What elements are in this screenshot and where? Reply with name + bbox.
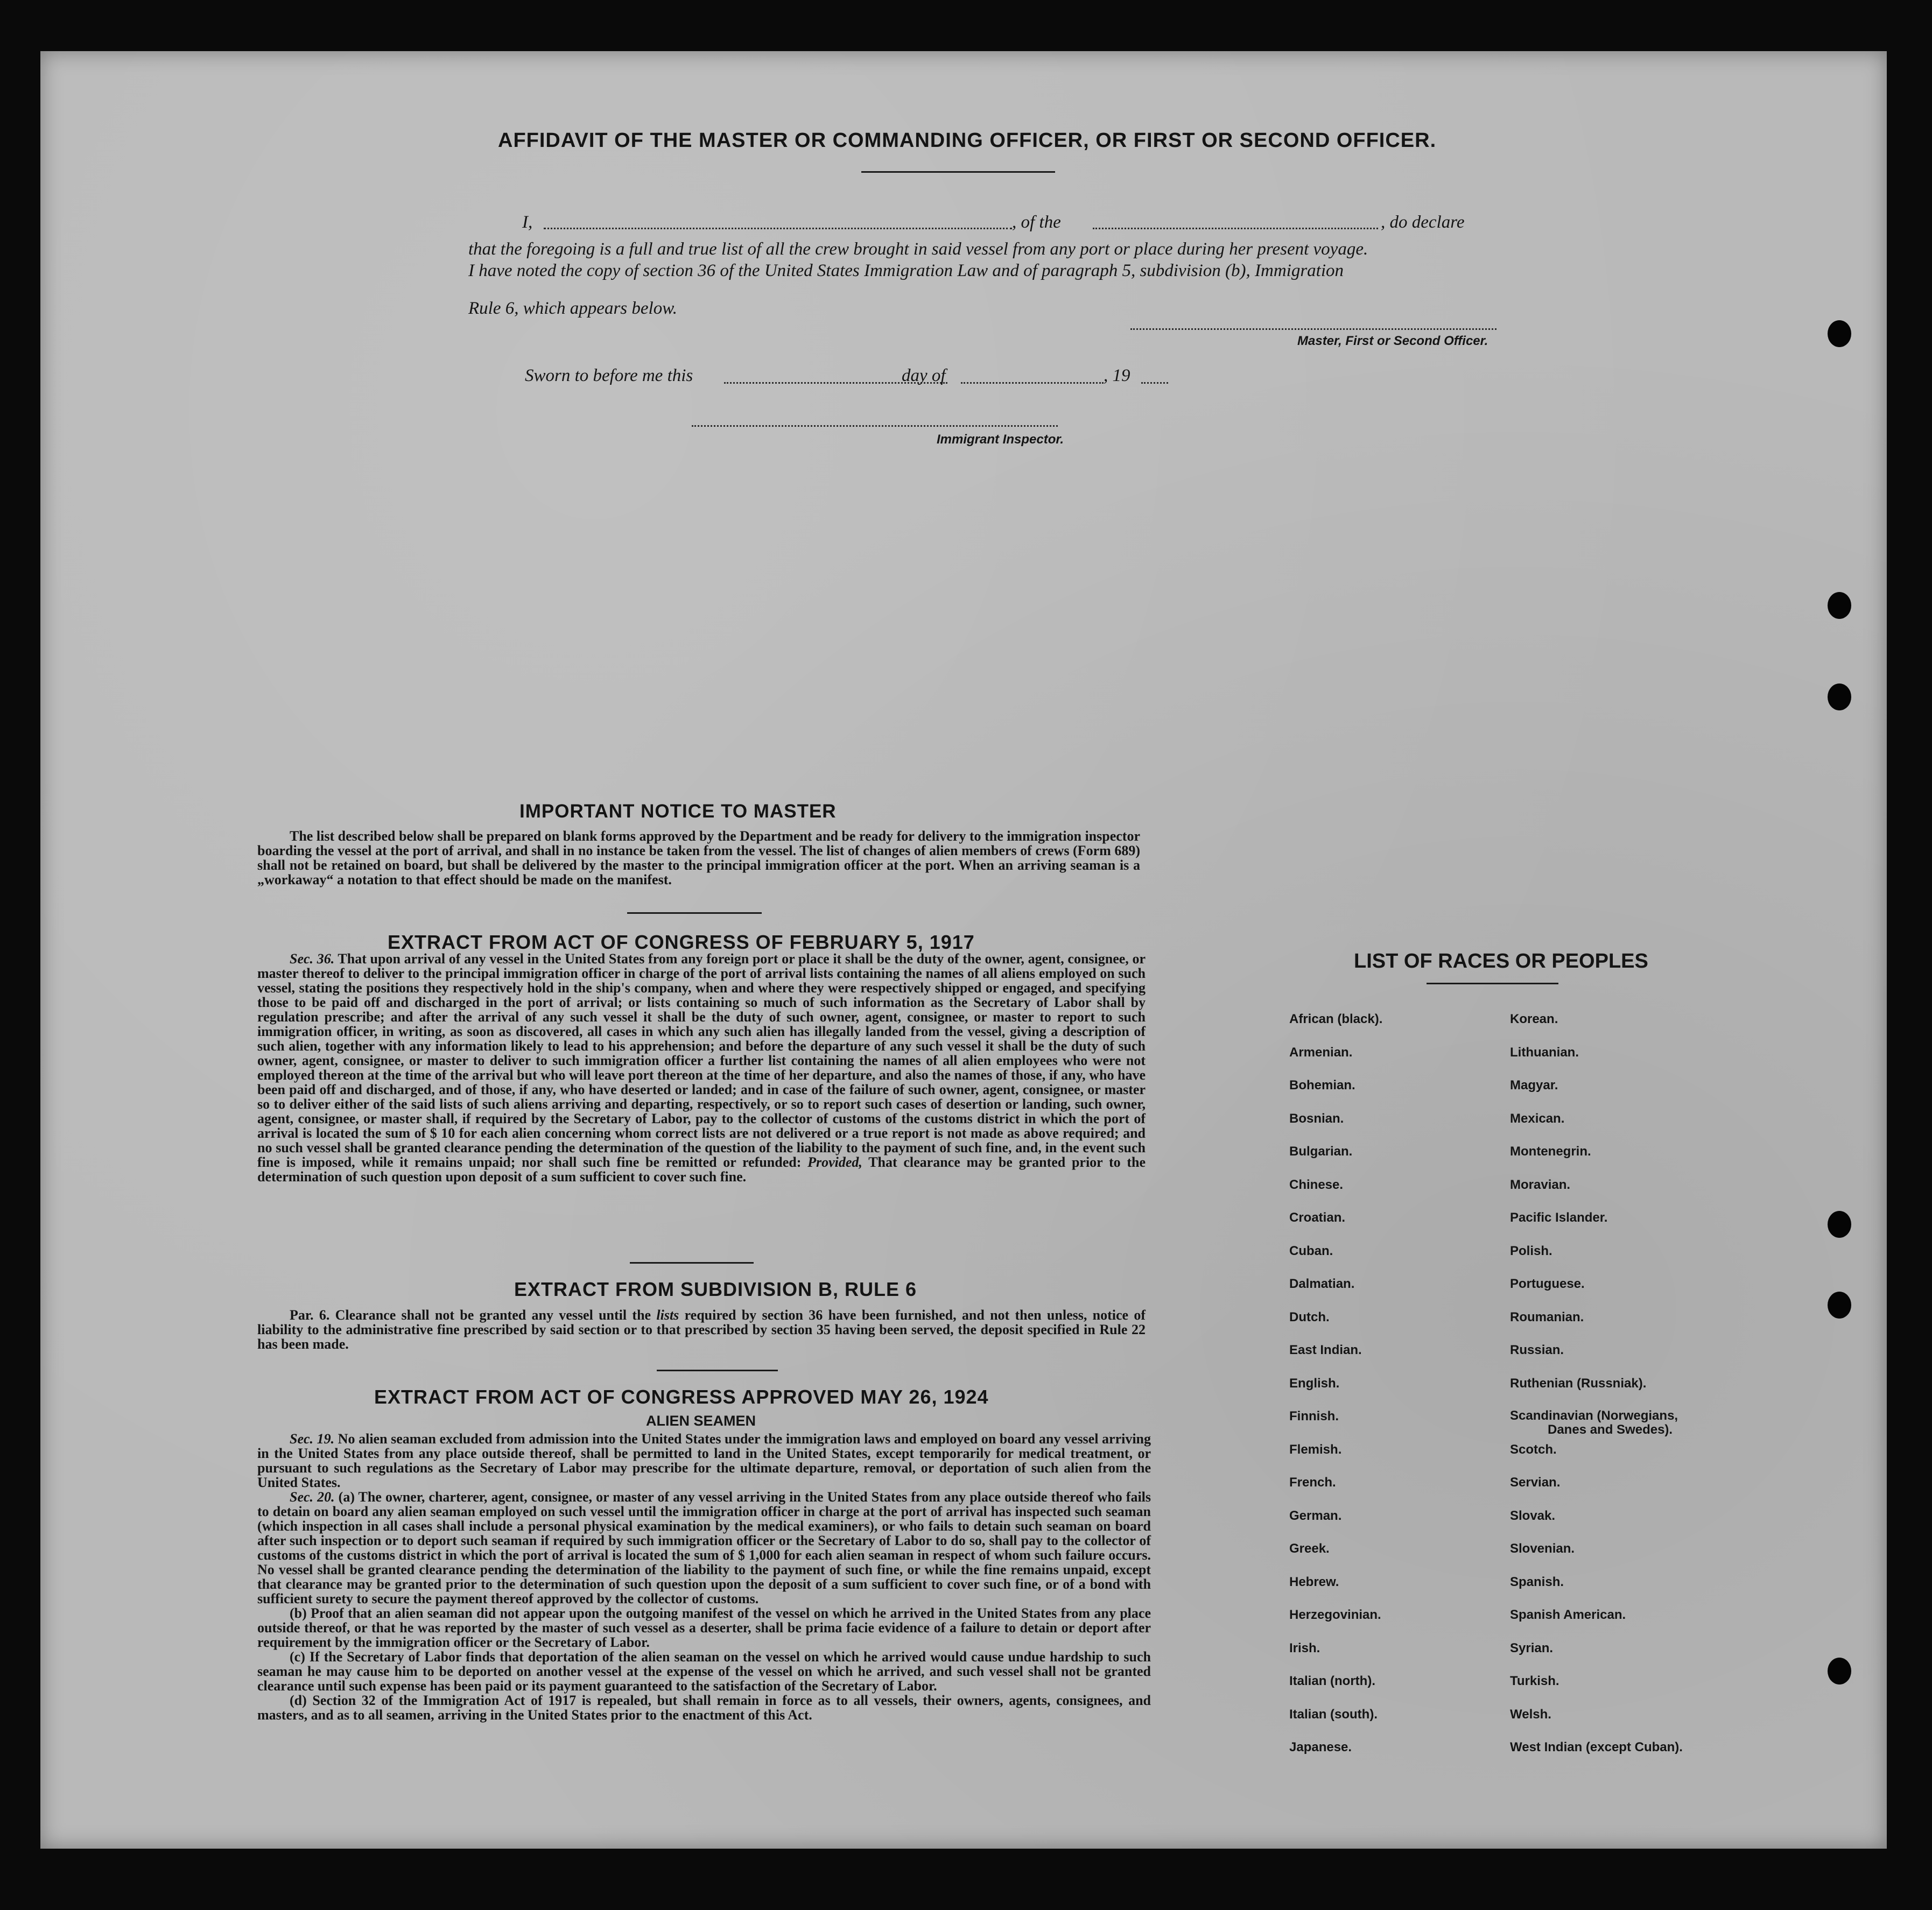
- extract-1917-title: EXTRACT FROM ACT OF CONGRESS OF FEBRUARY 5, 1917: [388, 931, 975, 953]
- race-item: German.: [1289, 1508, 1342, 1523]
- vessel-blank: [1093, 228, 1378, 229]
- affidavit-line-2: that the foregoing is a full and true list of all the crew brought in said vessel from any port or place during her present voyage.: [468, 239, 1368, 259]
- race-item: Italian (north).: [1289, 1674, 1375, 1688]
- punch-hole: [1828, 592, 1851, 619]
- inspector-signature-label: Immigrant Inspector.: [937, 432, 1064, 447]
- section-rule: [630, 1262, 754, 1264]
- race-item: Irish.: [1289, 1640, 1320, 1655]
- sec-36-text: That upon arrival of any vessel in the United States from any foreign port or place it shall be the duty of the owner, agent, consignee, or master thereof to deliver to the principal immigration officer in charge of the port of arrival lists containing the names of all aliens employed on such vessel, stating the positions they respectively hold in the ship's company, when and where they were respectively shipped or engaged, and specifying those to be paid off and discharged in the port of arrival; or lists containing so much of such information as the Secretary of Labor shall by regulation prescribe; and after the arrival of any such vessel it shall be the duty of such owner, agent, consignee, or master to report to such immigration officer, in writing, as soon as discovered, all cases in which any such alien has illegally landed from the vessel, giving a description of such alien, together with any information likely to lead to his apprehension; and before the departure of any such vessel it shall be the duty of such owner, agent, consignee, or master to deliver to such immigration officer a further list containing the names of all alien employees who were not employed thereon at the time of the arrival but who will leave port thereon at the time of her departure, and also the names of those, if any, who have been paid off and discharged, and of those, if any, who have deserted or landed; and in case of the failure of such owner, agent, consignee, or master so to deliver either of the said lists of such aliens arriving and departing, respectively, or so to report such cases of desertion or landing, such owner, agent, consignee, or master shall, if required by the Secretary of Labor, pay to the collector of customs of the customs district in which the port of arrival is located the sum of $ 10 for each alien concerning whom correct lists are not delivered or a true report is not made as above required; and no such vessel shall be granted clearance pending the determination of the question of the liability to the payment of such fine, and, in the event such fine is imposed, while it remains unpaid; nor shall such fine be remitted or refunded:: [257, 951, 1146, 1170]
- affidavit-of-the: , of the: [1012, 213, 1061, 232]
- sec-20-label: Sec. 20.: [290, 1489, 335, 1505]
- extract-1924-title: EXTRACT FROM ACT OF CONGRESS APPROVED MAY 26, 1924: [374, 1386, 989, 1408]
- race-item: Lithuanian.: [1510, 1045, 1579, 1060]
- sec-19-text: No alien seaman excluded from admission into the United States under the immigration laws and employed on board any vessel arriving in the United States from any place outside thereof, shall be permitted to land in the United States, except temporarily for medical treatment, or pursuant to such regulations as the Secretary of Labor may prescribe for the ultimate departure, removal, or deportation of such alien from the United States.: [257, 1431, 1151, 1490]
- sec-20b-text: (b) Proof that an alien seaman did not appear upon the outgoing manifest of the vessel on which he arrived in the United States from any place outside thereof, or that he was reported by the master of such vessel as a deserter, shall be prima facie evidence of a failure to detain or deport after requirement by the immigration officer or the Secretary of Labor.: [257, 1605, 1151, 1650]
- affidavit-line-4: Rule 6, which appears below.: [468, 299, 678, 318]
- race-item: Montenegrin.: [1510, 1144, 1591, 1159]
- rule-6-title: EXTRACT FROM SUBDIVISION B, RULE 6: [514, 1278, 917, 1300]
- race-item: Scotch.: [1510, 1442, 1557, 1457]
- section-rule: [657, 1370, 778, 1371]
- rule-6-text-a: Par. 6. Clearance shall not be granted any vessel until the: [290, 1307, 651, 1323]
- affidavit-i: I,: [522, 213, 533, 232]
- race-item: Spanish American.: [1510, 1608, 1626, 1622]
- name-blank: [544, 228, 1012, 229]
- race-item: Italian (south).: [1289, 1707, 1378, 1722]
- notice-text: The list described below shall be prepared on blank forms approved by the Department and be ready for delivery to the immigration inspector boarding the vessel at the port of arrival, and shall in no instance be taken from the vessel. The list of changes of alien members of crews (Form 689) shall not be retained on board, but shall be delivered by the master to the principal immigration officer at the port. When an arriving seaman is a „workaway“ a notation to that effect should be made on the manifest.: [257, 828, 1140, 887]
- sworn-year-blank: [1141, 382, 1168, 384]
- race-item: Dutch.: [1289, 1309, 1330, 1324]
- sworn-year: , 19: [1104, 366, 1130, 385]
- race-item: Slovak.: [1510, 1508, 1556, 1523]
- race-item: Syrian.: [1510, 1640, 1554, 1655]
- race-item: Portuguese.: [1510, 1277, 1585, 1291]
- rule-6-text-b: required by section 36 have been furnished, and not then unless, notice of liability to the administrative fine prescribed by said section or to that prescribed by section 35 having been served, the deposit specified in Rule 22 has been made.: [257, 1307, 1146, 1352]
- race-item: African (black).: [1289, 1012, 1383, 1026]
- races-left-column: [1289, 1012, 1382, 1773]
- notice-body: [257, 829, 1140, 887]
- race-item: Russian.: [1510, 1343, 1564, 1357]
- race-item: Servian.: [1510, 1475, 1561, 1490]
- race-item: Korean.: [1510, 1012, 1558, 1026]
- race-item: French.: [1289, 1475, 1336, 1490]
- sec-20c-text: (c) If the Secretary of Labor finds that deportation of the alien seaman on the vessel on which he arrived would cause undue hardship to such seaman he may cause him to be deported on another vessel at the expense of the vessel on which he arrived, and such vessel shall not be granted clearance until such expense has been paid or its payment guaranteed to the satisfaction of the Secretary of Labor.: [257, 1649, 1151, 1694]
- rule-6-body: [257, 1308, 1146, 1351]
- punch-hole: [1828, 1211, 1851, 1238]
- race-item: Spanish.: [1510, 1574, 1564, 1589]
- affidavit-declare: , do declare: [1381, 213, 1465, 232]
- affidavit-line-3: I have noted the copy of section 36 of the United States Immigration Law and of paragraph 5, subdivision (b), Immigration: [468, 261, 1344, 280]
- race-item: Armenian.: [1289, 1045, 1353, 1060]
- master-signature-label: Master, First or Second Officer.: [1297, 334, 1488, 348]
- race-item: Japanese.: [1289, 1740, 1352, 1754]
- races-right-column: [1510, 1012, 1683, 1773]
- race-item: Chinese.: [1289, 1177, 1344, 1192]
- race-item: Polish.: [1510, 1243, 1552, 1258]
- notice-title: IMPORTANT NOTICE TO MASTER: [519, 801, 837, 822]
- sworn-month-blank: [961, 382, 1104, 384]
- title-rule: [861, 171, 1055, 173]
- extract-1917-body: [257, 952, 1146, 1184]
- race-item: [1510, 1409, 1683, 1442]
- race-item: Bosnian.: [1289, 1111, 1344, 1126]
- race-item: Finnish.: [1289, 1409, 1339, 1423]
- affidavit-title: AFFIDAVIT OF THE MASTER OR COMMANDING OFFICER, OR FIRST OR SECOND OFFICER.: [498, 129, 1437, 152]
- sworn-prefix: Sworn to before me this: [525, 366, 693, 385]
- race-item-line: Danes and Swedes).: [1548, 1422, 1673, 1437]
- race-item: Herzegovinian.: [1289, 1608, 1381, 1622]
- race-item: West Indian (except Cuban).: [1510, 1740, 1683, 1754]
- sec-20a-text: (a) The owner, charterer, agent, consignee, or master of any vessel arriving in the United States from any place outside thereof who fails to detain on board any alien seaman employed on such vessel until the immigration officer in charge at the port of arrival has inspected such seaman (which inspection in all cases shall include a personal physical examination by the medical examiners), or who fails to detain such seaman on board after such inspection or to deport such seaman if required by such immigration officer or the Secretary of Labor to do so, shall pay to the collector of customs of the customs district in which the port of arrival is located the sum of $ 1,000 for each alien seaman in respect of whom such failure occurs. No vessel shall be granted clearance pending the determination of the liability to the payment of such fine, or while the fine remains unpaid, except that clearance may be granted prior to the determination of such question upon the deposit of a sum sufficient to cover such fine, or of a bond with sufficient surety to secure the payment thereof approved by the collector of customs.: [257, 1489, 1151, 1606]
- sec-19-label: Sec. 19.: [290, 1431, 335, 1447]
- race-item: Slovenian.: [1510, 1541, 1575, 1556]
- race-item: Greek.: [1289, 1541, 1330, 1556]
- race-item: Welsh.: [1510, 1707, 1551, 1722]
- punch-hole: [1828, 1292, 1851, 1319]
- race-item: Roumanian.: [1510, 1309, 1584, 1324]
- race-item: Dalmatian.: [1289, 1277, 1355, 1291]
- race-item: Moravian.: [1510, 1177, 1571, 1192]
- sec-36-label: Sec. 36.: [290, 951, 335, 967]
- race-item: Flemish.: [1289, 1442, 1342, 1457]
- race-item: Hebrew.: [1289, 1574, 1339, 1589]
- punch-hole: [1828, 1658, 1851, 1685]
- punch-hole: [1828, 320, 1851, 347]
- master-signature-line: [1130, 328, 1497, 330]
- alien-seamen-subtitle: ALIEN SEAMEN: [646, 1413, 756, 1429]
- race-item: Ruthenian (Russniak).: [1510, 1376, 1647, 1391]
- section-rule: [627, 912, 762, 914]
- provided-word: Provided,: [807, 1154, 862, 1170]
- race-item: Mexican.: [1510, 1111, 1565, 1126]
- sworn-day-of: day of: [902, 366, 946, 385]
- race-item: Croatian.: [1289, 1210, 1346, 1225]
- sec-36-tail: That clearance may be granted prior to the determination of such question upon deposit of a sum sufficient to cover such fine.: [257, 1154, 1146, 1185]
- races-title: LIST OF RACES OR PEOPLES: [1354, 950, 1648, 972]
- race-item-line: Scandinavian (Norwegians,: [1510, 1408, 1678, 1423]
- punch-hole: [1828, 683, 1851, 710]
- sec-20d-text: (d) Section 32 of the Immigration Act of 1917 is repealed, but shall remain in force as to all vessels, their owners, agents, consignees, and masters, and as to all seamen, arriving in the United States prior to the enactment of this Act.: [257, 1693, 1151, 1723]
- races-title-rule: [1427, 983, 1558, 984]
- race-item: Pacific Islander.: [1510, 1210, 1608, 1225]
- race-item: Bohemian.: [1289, 1078, 1355, 1093]
- race-item: East Indian.: [1289, 1343, 1362, 1357]
- race-item: Cuban.: [1289, 1243, 1333, 1258]
- lists-word: lists: [656, 1307, 679, 1323]
- extract-1924-body: [257, 1432, 1151, 1722]
- inspector-signature-line: [692, 425, 1058, 427]
- race-item: Bulgarian.: [1289, 1144, 1353, 1159]
- race-item: Turkish.: [1510, 1674, 1559, 1688]
- race-item: Magyar.: [1510, 1078, 1558, 1093]
- race-item: English.: [1289, 1376, 1340, 1391]
